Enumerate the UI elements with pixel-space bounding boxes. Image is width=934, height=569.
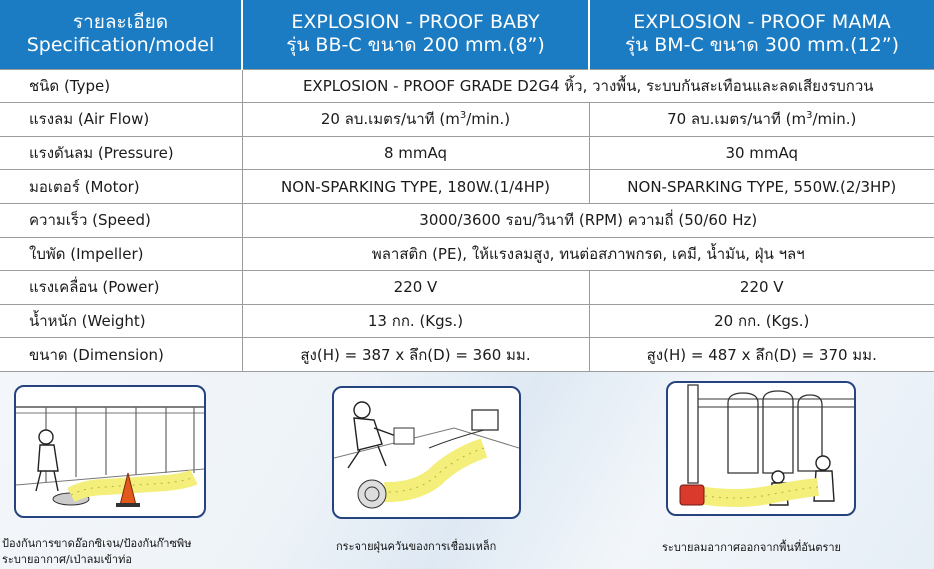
airflow-bm-unit: /min.) [812,110,857,129]
row-value-type: EXPLOSION - PROOF GRADE D2G4 หิ้ว, วางพื้น, ระบบกันสะเทือนและลดเสียงรบกวน [242,69,934,103]
power-bb: 220 V [242,271,589,305]
row-label-airflow: แรงลม (Air Flow) [0,103,242,137]
illustration-welding-fume [332,386,521,519]
row-label-pressure: แรงดันลม (Pressure) [0,136,242,170]
table-header-row [0,0,934,69]
power-bm: 220 V [589,271,934,305]
table-row [0,338,934,372]
row-label-speed: ความเร็ว (Speed) [0,203,242,237]
header-specification-en: Specification/model [26,34,215,57]
motor-bm: NON-SPARKING TYPE, 550W.(2/3HP) [589,170,934,204]
illustration-hazard-exhaust [666,381,856,516]
row-label-motor: มอเตอร์ (Motor) [0,170,242,204]
caption-welding-fume: กระจายฝุ่นควันของการเชื่อมเหล็ก [336,540,497,553]
welding-fume-drawing [334,388,519,517]
table-row [0,203,934,237]
pressure-bm: 30 mmAq [589,136,934,170]
illustration-manhole-ventilation [14,385,206,518]
row-label-type: ชนิด (Type) [0,69,242,103]
airflow-bb-text: 20 ลบ.เมตร/นาที (m [320,110,460,129]
weight-bb: 13 กก. (Kgs.) [242,304,589,338]
row-label-impeller: ใบพัด (Impeller) [0,237,242,271]
motor-bb: NON-SPARKING TYPE, 180W.(1/4HP) [242,170,589,204]
weight-bm: 20 กก. (Kgs.) [589,304,934,338]
header-model-bm-name: EXPLOSION - PROOF MAMA [633,11,891,34]
table-row [0,304,934,338]
row-label-weight: น้ำหนัก (Weight) [0,304,242,338]
airflow-bm-sup: 3 [806,110,813,122]
pressure-bb: 8 mmAq [242,136,589,170]
table-row [0,69,934,103]
airflow-bb-unit: /min.) [466,110,511,129]
header-specification-thai: รายละเอียด [72,11,169,34]
caption-manhole-ventilation [2,536,191,568]
caption-manhole-line2: ระบายอากาศ/เป่าลมเข้าท่อ [2,553,132,566]
caption-hazard-exhaust: ระบายลมอากาศออกจากพื้นที่อันตราย [662,541,841,554]
dimension-bb: สูง(H) = 387 x ลึก(D) = 360 มม. [242,338,589,372]
hazard-exhaust-drawing [668,383,854,514]
airflow-bb [242,103,589,137]
header-model-bb-size: รุ่น BB-C ขนาด 200 mm.(8”) [286,34,545,57]
header-model-bm-size: รุ่น BM-C ขนาด 300 mm.(12”) [624,34,900,57]
row-label-power: แรงเคลื่อน (Power) [0,271,242,305]
row-value-speed: 3000/3600 รอบ/วินาที (RPM) ความถี่ (50/60 Hz) [242,203,934,237]
airflow-bm [589,103,934,137]
caption-manhole-line1: ป้องกันการขาดอ๊อกซิเจน/ป้องกันก๊าซพิษ [2,537,192,550]
manhole-ventilation-drawing [16,387,204,516]
header-model-bb [242,0,589,69]
header-model-bb-name: EXPLOSION - PROOF BABY [291,11,540,34]
airflow-bm-text: 70 ลบ.เมตร/นาที (m [667,110,807,129]
table-row [0,237,934,271]
table-row [0,103,934,137]
row-label-dimension: ขนาด (Dimension) [0,338,242,372]
table-row [0,170,934,204]
header-specification [0,0,242,69]
table-row [0,136,934,170]
dimension-bm: สูง(H) = 487 x ลึก(D) = 370 มม. [589,338,934,372]
row-value-impeller: พลาสติก (PE), ให้แรงลมสูง, ทนต่อสภาพกรด, เคมี, น้ำมัน, ฝุ่น ฯลฯ [242,237,934,271]
table-row [0,271,934,305]
header-model-bm [589,0,934,69]
airflow-bb-sup: 3 [459,110,467,122]
